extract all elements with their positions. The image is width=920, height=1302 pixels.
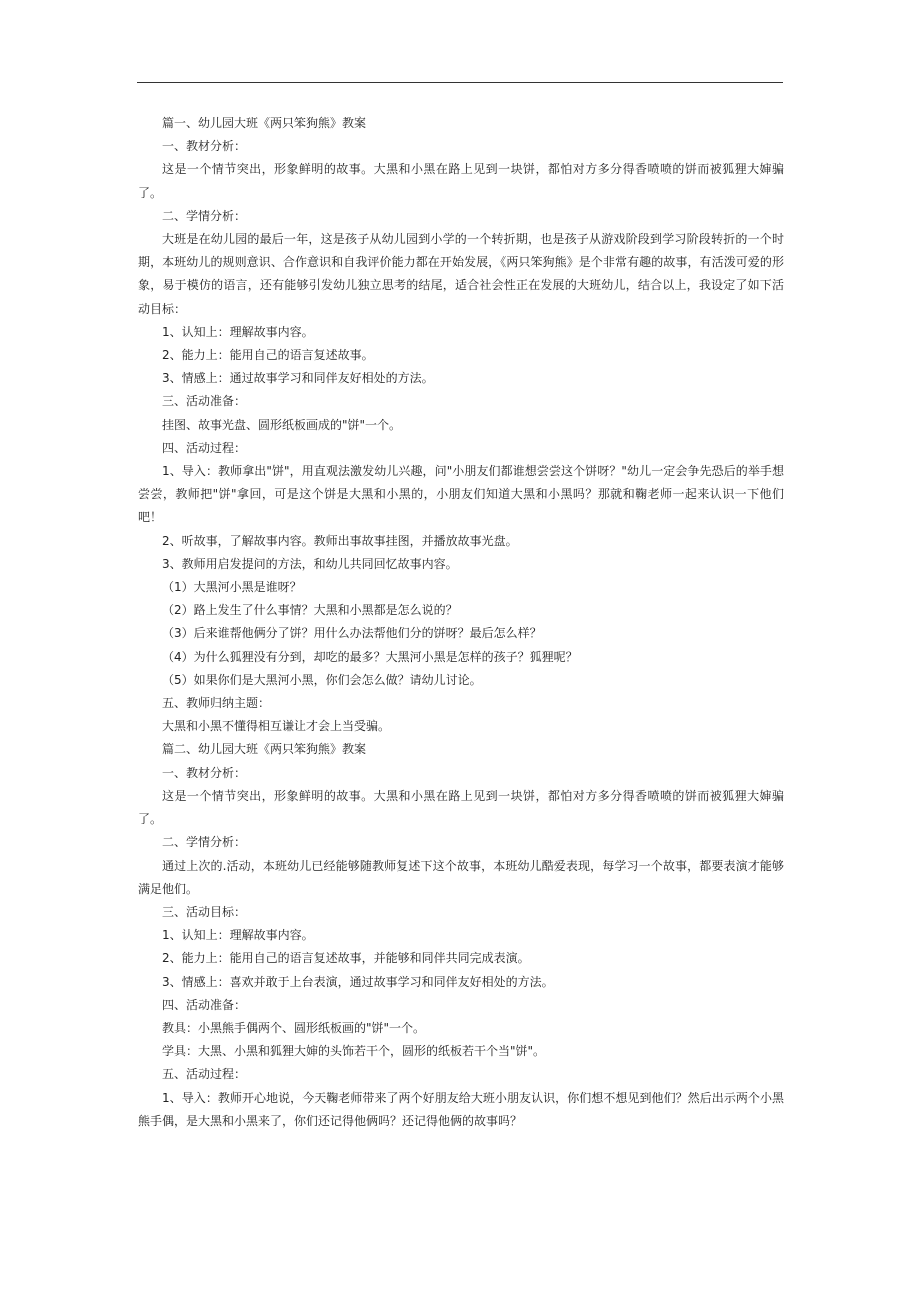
heading-summary: 五、教师归纳主题： xyxy=(162,696,271,711)
process-step-2: 2、听故事，了解故事内容。教师出事故事挂图，并播放故事光盘。 xyxy=(162,533,518,548)
paragraph-material-analysis-2: 这是一个情节突出，形象鲜明的故事。大黑和小黑在路上见到一块饼，都怕对方多分得香喷喷的饼而被狐狸大婶骗了。 xyxy=(138,788,784,827)
heading-preparation-2: 四、活动准备： xyxy=(162,997,247,1012)
question-5: （5）如果你们是大黑河小黑，你们会怎么做？请幼儿讨论。 xyxy=(162,672,482,687)
question-2: （2）路上发生了什么事情？大黑和小黑都是怎么说的？ xyxy=(162,603,458,618)
goal-emotion: 3、情感上：通过故事学习和同伴友好相处的方法。 xyxy=(162,371,434,386)
learning-aids: 学具：大黑、小黑和狐狸大婶的头饰若干个，圆形的纸板若干个当"饼"。 xyxy=(162,1044,546,1059)
process-step-1: 1、导入：教师拿出"饼"，用直观法激发幼儿兴趣，问"小朋友们都谁想尝尝这个饼呀？"幼儿一定会争先恐后的举手想尝尝，教师把"饼"拿回，可是这个饼是大黑和小黑的，小朋友们知道大黑和小黑吗？那就和鞠老师一起来认识一下他们吧！ xyxy=(138,464,784,525)
document-body xyxy=(138,112,784,1133)
section-title-1: 篇一、幼儿园大班《两只笨狗熊》教案 xyxy=(162,116,367,130)
paragraph-material-analysis: 这是一个情节突出，形象鲜明的故事。大黑和小黑在路上见到一块饼，都怕对方多分得香喷喷的饼而被狐狸大婶骗了。 xyxy=(138,162,784,200)
heading-goals-2: 三、活动目标： xyxy=(162,904,247,919)
heading-learner-analysis: 二、学情分析： xyxy=(162,208,247,223)
paragraph-preparation: 挂图、故事光盘、圆形纸板画成的"饼"一个。 xyxy=(162,417,402,432)
question-4: （4）为什么狐狸没有分到，却吃的最多？大黑河小黑是怎样的孩子？狐狸呢？ xyxy=(162,649,578,664)
question-1: （1）大黑河小黑是谁呀？ xyxy=(162,580,302,595)
process-step-1-2: 1、导入：教师开心地说，今天鞠老师带来了两个好朋友给大班小朋友认识，你们想不想见到他们？然后出示两个小黑熊手偶，是大黑和小黑来了，你们还记得他俩吗？还记得他俩的故事吗？ xyxy=(138,1090,784,1128)
goal-emotion-2: 3、情感上：喜欢并敢于上台表演，通过故事学习和同伴友好相处的方法。 xyxy=(162,974,554,989)
paragraph-learner-analysis-2: 通过上次的.活动，本班幼儿已经能够随教师复述下这个故事，本班幼儿酷爱表现，每学习一个故事，都要表演才能够满足他们。 xyxy=(138,858,784,896)
goal-cognitive: 1、认知上：理解故事内容。 xyxy=(162,324,314,339)
section-title-2: 篇二、幼儿园大班《两只笨狗熊》教案 xyxy=(162,742,367,757)
paragraph-summary: 大黑和小黑不懂得相互谦让才会上当受骗。 xyxy=(162,719,391,734)
paragraph-learner-analysis: 大班是在幼儿园的最后一年，这是孩子从幼儿园到小学的一个转折期，也是孩子从游戏阶段到学习阶段转折的一个时期，本班幼儿的规则意识、合作意识和自我评价能力都在开始发展，《两只笨狗熊》是个非常有趣的故事，有活泼可爱的形象，易于模仿的语言，还有能够引发幼儿独立思考的结尾，适合社会性正在发展的大班幼儿，结合以上，我设定了如下活动目标： xyxy=(138,232,784,316)
goal-cognitive-2: 1、认知上：理解故事内容。 xyxy=(162,928,314,943)
heading-process-2: 五、活动过程： xyxy=(162,1067,247,1082)
goal-ability: 2、能力上：能用自己的语言复述故事。 xyxy=(162,348,374,363)
question-3: （3）后来谁帮他俩分了饼？用什么办法帮他们分的饼呀？最后怎么样？ xyxy=(162,626,542,641)
heading-material-analysis-2: 一、教材分析： xyxy=(162,765,247,780)
goal-ability-2: 2、能力上：能用自己的语言复述故事，并能够和同伴共同完成表演。 xyxy=(162,951,530,966)
process-step-3: 3、教师用启发提问的方法，和幼儿共同回忆故事内容。 xyxy=(162,556,458,571)
heading-learner-analysis-2: 二、学情分析： xyxy=(162,835,247,850)
teaching-aids: 教具：小黑熊手偶两个、圆形纸板画的"饼"一个。 xyxy=(162,1020,426,1035)
heading-preparation: 三、活动准备： xyxy=(162,394,247,409)
heading-material-analysis: 一、教材分析： xyxy=(162,139,247,154)
heading-process: 四、活动过程： xyxy=(162,440,247,455)
header-rule xyxy=(137,82,783,83)
